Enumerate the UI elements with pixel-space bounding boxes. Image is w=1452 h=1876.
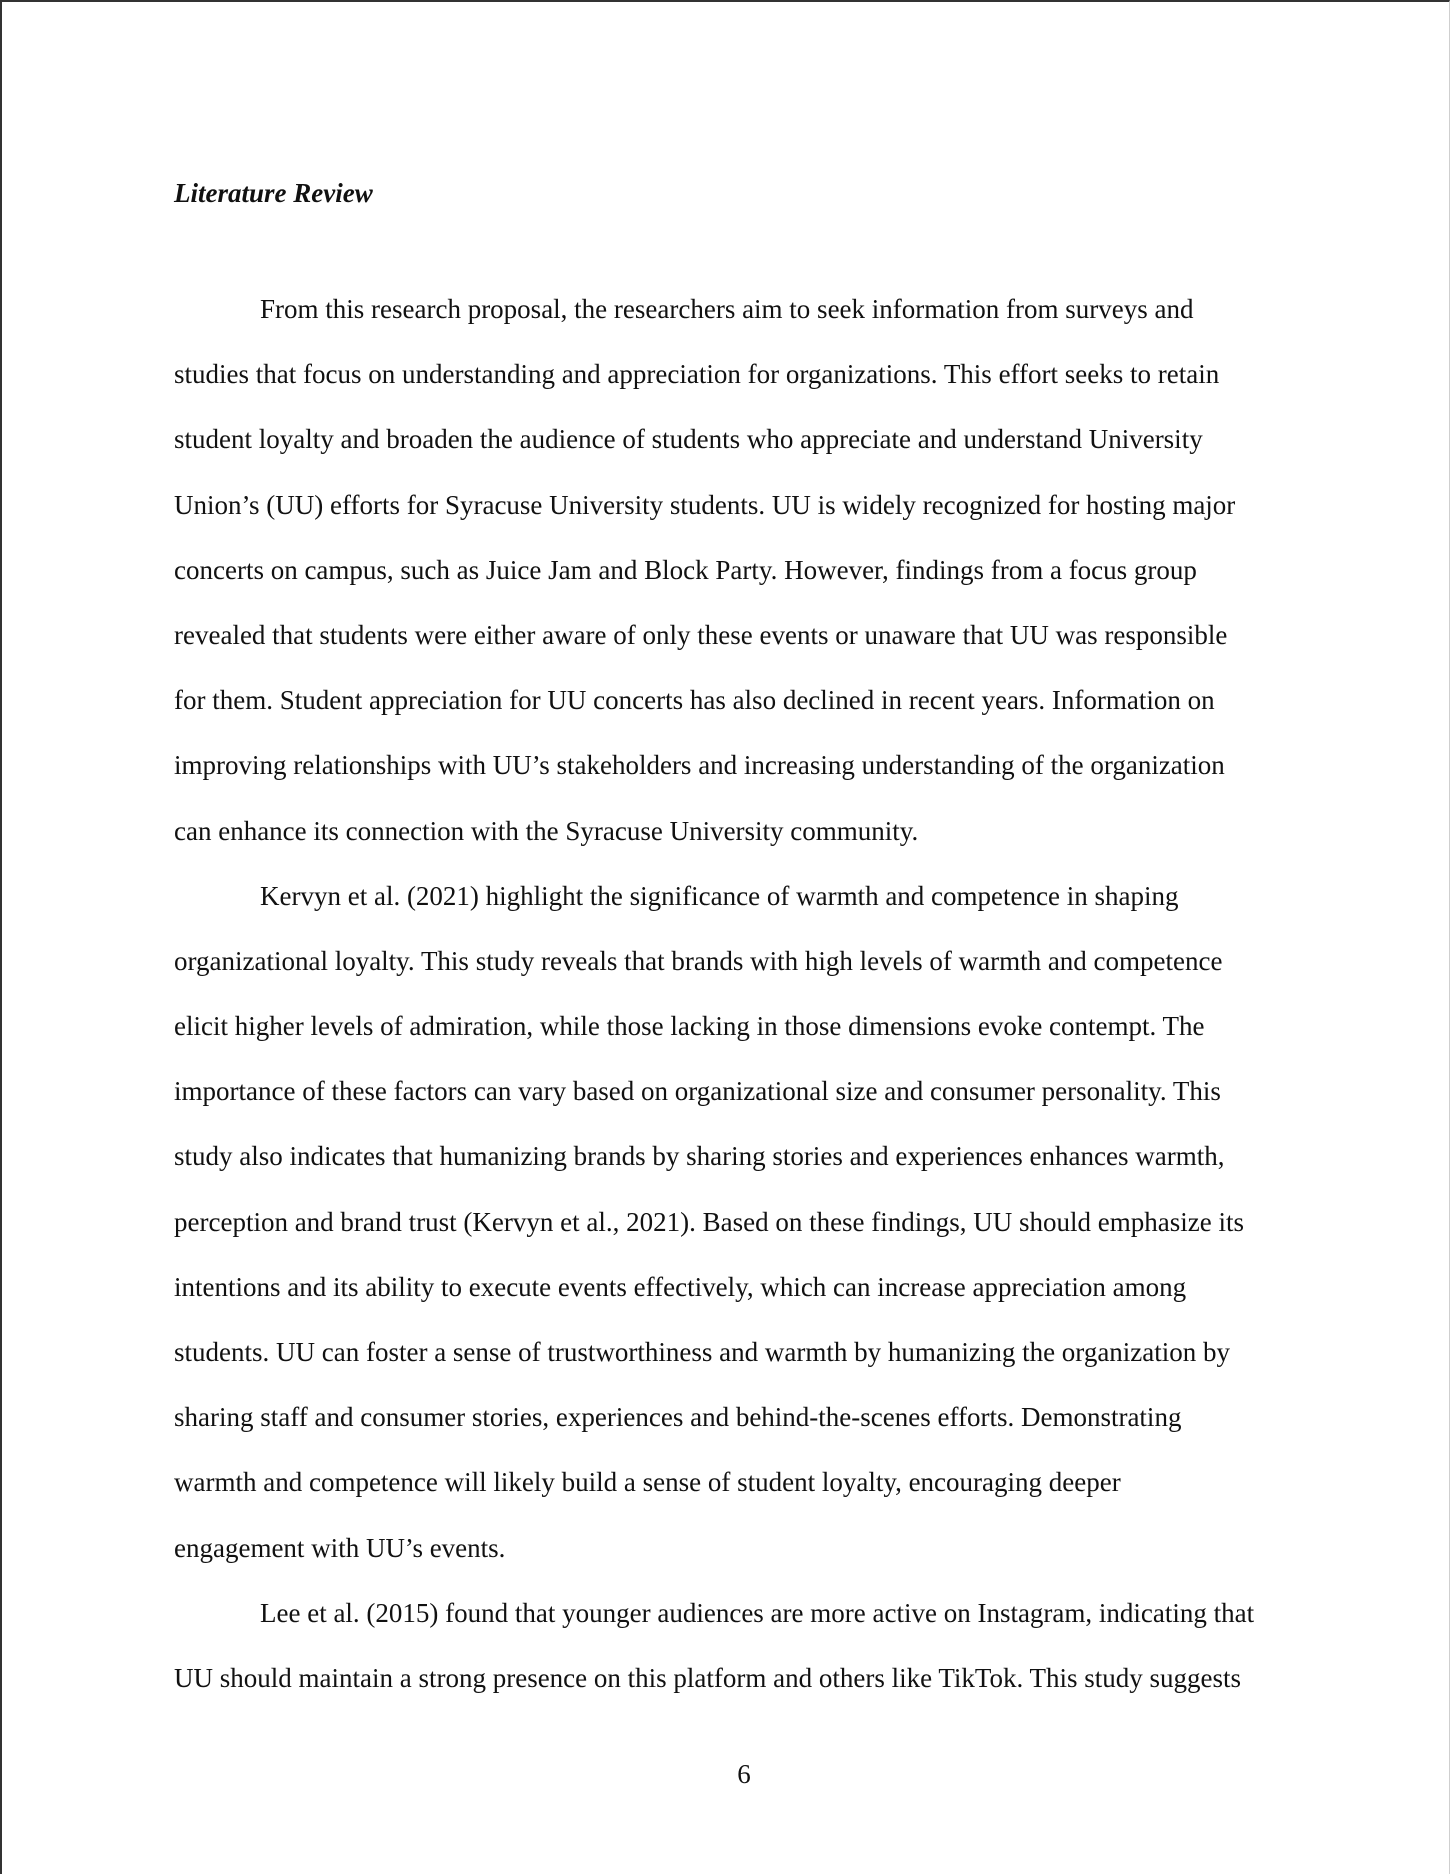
paragraph-2-line-11: engagement with UU’s events. [174,1532,506,1563]
paragraph-1-line-1: From this research proposal, the researchers aim to seek information from surveys and [260,294,1194,324]
paragraph-3-line-1: Lee et al. (2015) found that younger audiences are more active on Instagram, indicating that [260,1597,1255,1628]
paragraph-2-line-1: Kervyn et al. (2021) highlight the significance of warmth and competence in shaping [260,880,1179,911]
paragraph-2-line-2: organizational loyalty. This study reveals that brands with high levels of warmth and competence [174,945,1223,976]
paragraph-2-line-7: intentions and its ability to execute events effectively, which can increase appreciation among [174,1271,1187,1302]
section-heading: Literature Review [174,178,373,208]
paragraph-2-line-9: sharing staff and consumer stories, experiences and behind-the-scenes efforts. Demonstrating [174,1402,1182,1433]
paragraph-2-line-3: elicit higher levels of admiration, while those lacking in those dimensions evoke contempt. The [174,1011,1205,1042]
paragraph-1-line-5: concerts on campus, such as Juice Jam and Block Party. However, findings from a focus group [174,554,1197,585]
page-number: 6 [737,1759,751,1789]
paragraph-3-line-2: UU should maintain a strong presence on this platform and others like TikTok. This study suggests [174,1662,1242,1693]
paragraph-2-line-4: importance of these factors can vary based on organizational size and consumer personality. This [174,1076,1221,1107]
paragraph-1-line-3: student loyalty and broaden the audience of students who appreciate and understand University [174,424,1203,455]
paragraph-1-line-9: can enhance its connection with the Syracuse University community. [174,815,919,846]
paragraph-1-line-6: revealed that students were either aware of only these events or unaware that UU was responsible [174,619,1228,650]
paragraph-2-line-6: perception and brand trust (Kervyn et al., 2021). Based on these findings, UU should emphasize its [174,1206,1245,1237]
paragraph-2-line-10: warmth and competence will likely build a sense of student loyalty, encouraging deeper [174,1467,1121,1498]
paragraph-1-line-7: for them. Student appreciation for UU concerts has also declined in recent years. Information on [174,685,1215,716]
paragraph-2-line-5: study also indicates that humanizing brands by sharing stories and experiences enhances warmth, [174,1141,1225,1172]
body-text [174,289,1314,1723]
paragraph-1-line-2: studies that focus on understanding and appreciation for organizations. This effort seeks to retain [174,359,1220,390]
paragraph-1-line-8: improving relationships with UU’s stakeholders and increasing understanding of the organization [174,750,1225,781]
paragraph-2-line-8: students. UU can foster a sense of trustworthiness and warmth by humanizing the organization by [174,1337,1231,1367]
paragraph-1-line-4: Union’s (UU) efforts for Syracuse University students. UU is widely recognized for hosting major [174,489,1236,520]
